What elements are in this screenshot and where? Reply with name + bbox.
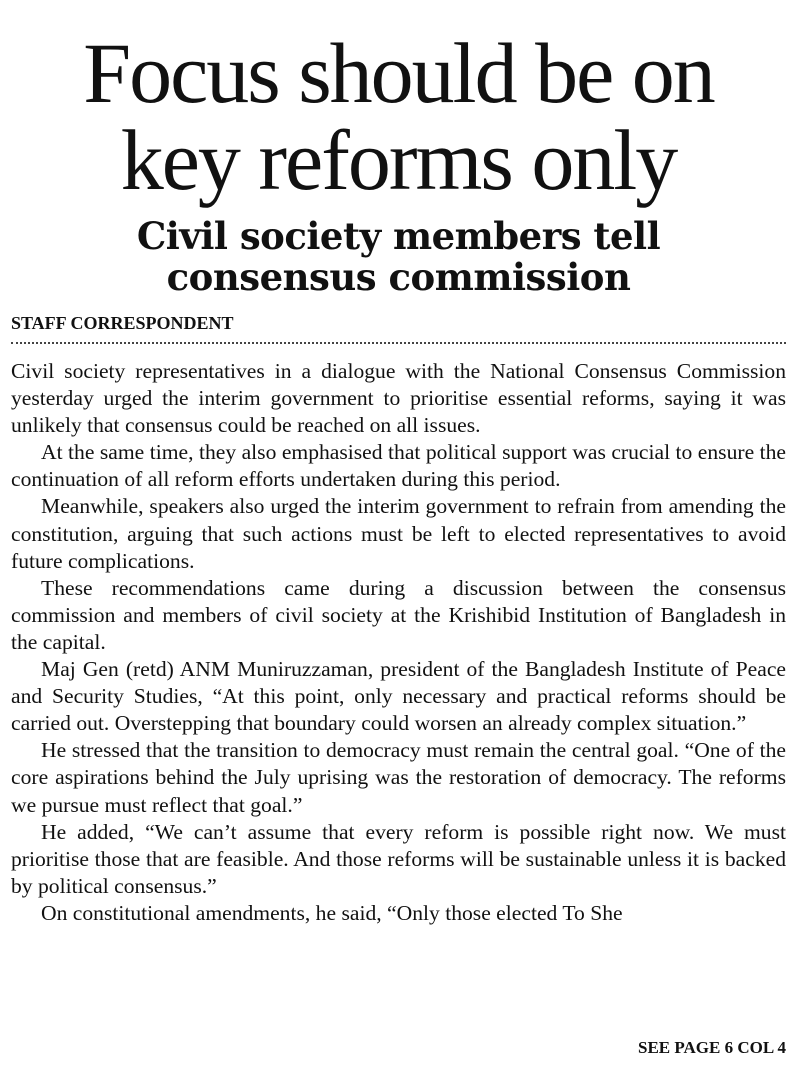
subheadline — [11, 216, 786, 298]
headline — [11, 0, 786, 208]
paragraph-1: Civil society representatives in a dialogue with the National Consensus Commission yesterday urged the interim government to prioritise essential reforms, saying it was unlikely that consensus could be reached on all issues. — [11, 359, 786, 438]
paragraph-6: He stressed that the transition to democracy must remain the central goal. “One of the core aspirations behind the July uprising was the restoration of democracy. The reforms we pursue must reflect that goal.” — [11, 738, 786, 817]
subheadline-line-2: consensus commission — [166, 255, 631, 299]
article-body — [11, 358, 786, 927]
paragraph-3: Meanwhile, speakers also urged the interim government to refrain from amending the constitution, arguing that such actions must be left to elected representatives to avoid future complications. — [11, 494, 786, 573]
paragraph-7: He added, “We can’t assume that every reform is possible right now. We must prioritise those that are feasible. And those reforms will be sustainable unless it is backed by political consensus.” — [11, 819, 786, 898]
continuation-jump-line: SEE PAGE 6 COL 4 — [638, 1038, 786, 1057]
headline-line-1: Focus should be on — [83, 25, 714, 121]
subheadline-line-1: Civil society members tell — [136, 214, 661, 258]
paragraph-8: On constitutional amendments, he said, “Only those elected To She — [41, 900, 623, 925]
dotted-divider — [11, 342, 786, 344]
paragraph-4: These recommendations came during a discussion between the consensus commission and members of civil society at the Krishibid Institution of Bangladesh in the capital. — [11, 575, 786, 654]
paragraph-2: At the same time, they also emphasised that political support was crucial to ensure the continuation of all reform efforts undertaken during this period. — [11, 440, 786, 492]
headline-line-2: key reforms only — [120, 112, 677, 208]
byline: STAFF CORRESPONDENT — [11, 313, 234, 333]
paragraph-5: Maj Gen (retd) ANM Muniruzzaman, president of the Bangladesh Institute of Peace and Security Studies, “At this point, only necessary and practical reforms should be carried out. Overstepping that boundary could worsen an already complex situation.” — [11, 657, 786, 736]
